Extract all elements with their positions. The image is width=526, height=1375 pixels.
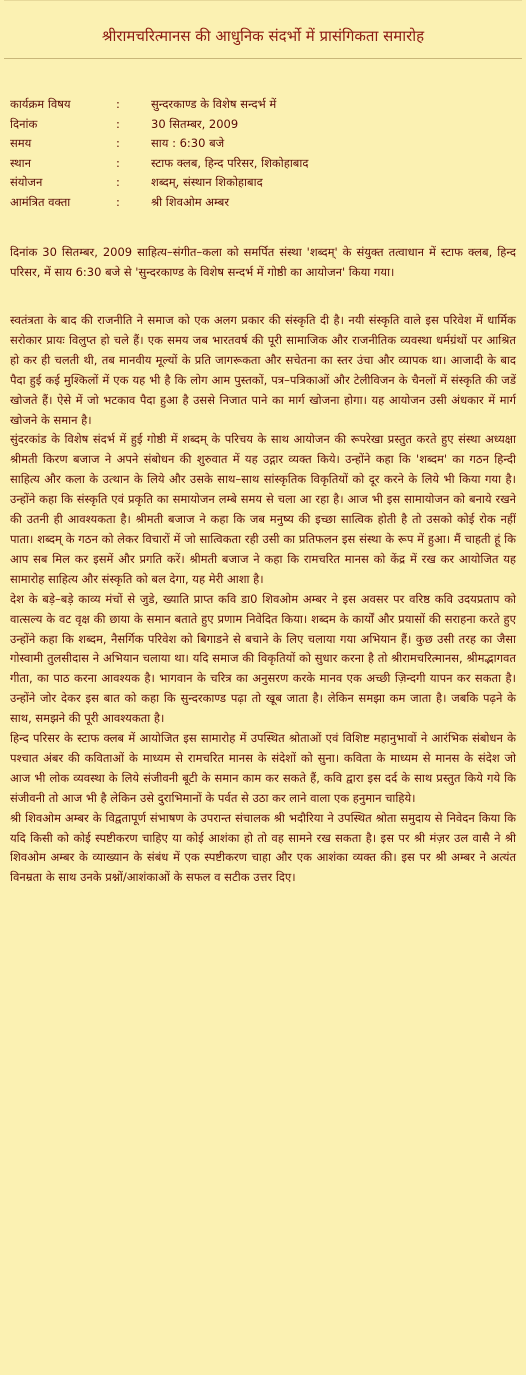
- body-paragraph: सुंदरकांड के विशेष संदर्भ में हुई गोष्ठी में शब्दम् के परिचय के साथ आयोजन की रूपरेखा प्रस्तुत करते हुए संस्था अध्यक्षा श्रीमती किरण बजाज ने अपने संबोधन की शुरुवात में यह उद्गार व्यक्त किये। उन्होंने कहा कि 'शब्दम' का गठन हिन्दी साहित्य और कला के उत्थान के लिये और उसके साथ–साथ सांस्कृतिक विकृतियों को दूर करने के लिये भी किया गया है। उन्होंने कहा कि संस्कृति एवं प्रकृति का समायोजन लम्बे समय से चला आ रहा है। आज भी इस सामायोजन को बनाये रखने की उतनी ही आवश्यकता है। श्रीमती बजाज ने कहा कि जब मनुष्य की इच्छा सात्विक होती है तो उसको कोई रोक नहीं पाता। शब्दम् के गठन को लेकर विचारों में जो सात्विकता रही उसी का प्रतिफलन इस संस्था के रूप में हुआ। मैं चाहती हूं कि आप सब मिल कर इसमें और प्रगति करें। श्रीमती बजाज ने कहा कि रामचरित मानस को केंद्र में रख कर आयोजित यह सामारोह साहित्य और संस्कृति को बल देगा, यह मेरी आशा है।: [10, 432, 516, 586]
- body-paragraph: देश के बड़े–बड़े काव्य मंचों से जुडे, ख्याति प्राप्त कवि डा0 शिवओम अम्बर ने इस अवसर पर वरिष्ठ कवि उदयप्रताप को वात्सल्य के वट वृक्ष की छाया के समान बताते हुए प्रणाम निवेदित किया। शब्दम के कार्यों और प्रयासों की सराहना करते हुए उन्होंने कहा कि शब्दम, नैसर्गिक परिवेश को बिगाडने से बचाने के लिए चलाया गया अभियान हैं। कुछ उसी तरह का जैसा गोस्वामी तुलसीदास ने अभियान चलाया था। यदि समाज की विकृतियों को सुधार करना है तो श्रीरामचरित्मानस, श्रीमद्भागवत गीता, का पाठ करना आवश्यक है। भागवान के चरित्र का अनुसरण करके मानव एक अच्छी ज़िन्दगी यापन कर सकता है। उन्होंने जोर देकर इस बात को कहा कि सुन्दरकाण्ड पढ़ा तो खूब जाता है। लेकिन समझा कम जाता है। जबकि पढ़ने के साथ, समझने की पूरी आवश्यकता है।: [10, 591, 516, 726]
- detail-value: स्टाफ क्लब, हिन्द परिसर, शिकोहाबाद: [151, 155, 309, 170]
- detail-separator: :: [116, 116, 120, 131]
- detail-value: शब्दम्, संस्थान शिकोहाबाद: [151, 175, 263, 189]
- detail-value: श्री शिवओम अम्बर: [151, 194, 230, 209]
- page-title: श्रीरामचरित्मानस की आधुनिक संदर्भो में प्रासंगिकता समारोह: [101, 27, 425, 45]
- article-body: [10, 311, 516, 888]
- detail-separator: :: [116, 155, 120, 170]
- intro-paragraph: दिनांक 30 सितम्बर, 2009 साहित्य–संगीत–कला को समर्पित संस्था 'शब्दम्' के संयुक्त तत्वाधान में स्टाफ क्लब, हिन्द परिसर, में साय 6:30 बजे से 'सुन्दरकाण्ड के विशेष सन्दर्भ में गोष्ठी का आयोजन' किया गया।: [10, 245, 516, 279]
- detail-row-organizer: [10, 173, 516, 193]
- detail-separator: :: [116, 194, 120, 209]
- title-block: [4, 0, 522, 59]
- body-paragraph: श्री शिवओम अम्बर के विद्वतापूर्ण संभाषण के उपरान्त संचालक श्री भदौरिया ने उपस्थित श्रोता समुदाय से निवेदन किया कि यदि किसी को कोई स्पष्टीकरण चाहिए या कोई आशंका हो तो वह सामने रख सकता है। इस पर श्री मंज़र उल वासै ने श्री शिवओम अम्बर के व्याख्यान के संबंध में एक स्पष्टीकरण चाहा और एक आशंका व्यक्त की। इस पर श्री अम्बर ने अत्यंत विनम्रता के साथ उनके प्रश्नों/आशंकाओं के सफल व सटीक उत्तर दिए।: [10, 810, 516, 885]
- detail-row-venue: [10, 154, 516, 174]
- detail-label: स्थान: [10, 155, 31, 170]
- detail-separator: :: [116, 175, 120, 189]
- detail-row-time: [10, 134, 516, 154]
- detail-label: दिनांक: [10, 116, 38, 131]
- detail-value: सुन्दरकाण्ड के विशेष सन्दर्भ में: [151, 97, 277, 111]
- detail-separator: :: [116, 136, 120, 150]
- body-paragraph: स्वतंत्रता के बाद की राजनीति ने समाज को एक अलग प्रकार की संस्कृति दी है। नयी संस्कृति वाले इस परिवेश में धार्मिक सरोकार प्रायः विलुप्त हो चले हैं। एक समय जब भारतवर्ष की पूरी सामाजिक और राजनीतिक व्यवस्था धर्मग्रंथों पर आश्रित हो कर ही चलती थी, तब मानवीय मूल्यों के प्रति जागरूकता और सचेतना का स्तर उंचा और व्यापक था। आजादी के बाद पैदा हुई कई मुश्किलों में एक यह भी है कि लोग आम पुस्तकों, पत्र–पत्रिकाओं और टेलीविजन के चैनलों में संस्कृति की जडें खोजते हैं। ऐसे में जो भटकाव पैदा हुआ है उससे निजात पाने का मार्ग खोजना होगा। यह आयोजन उसी अंधकार में मार्ग खोजने के समान है।: [10, 313, 516, 427]
- detail-value: साय : 6:30 बजे: [151, 136, 225, 150]
- detail-row-date: [10, 115, 516, 135]
- body-paragraph: हिन्द परिसर के स्टाफ क्लब में आयोजित इस सामारोह में उपस्थित श्रोताओं एवं विशिष्ट महानुभावों ने आरंभिक संबोधन के पश्चात अंबर की कविताओं के माध्यम से रामचरित मानस के संदेशों को सुना। कविता के माध्यम से मानस के संदेश जो आज भी लोक व्यवस्था के लिये संजीवनी बूटी के समान काम कर सकते हैं, कवि द्वारा इस दर्द के साथ प्रस्तुत किये गये कि संजीवनी तो आज भी है लेकिन उसे दुराभिमानों के पर्वत से उठा कर लाने वाला एक हनुमान चाहिये।: [10, 731, 516, 805]
- event-details: [10, 95, 516, 212]
- detail-label: संयोजन: [10, 175, 43, 189]
- detail-row-subject: [10, 95, 516, 115]
- detail-label: समय: [10, 136, 32, 150]
- detail-label: कार्यक्रम विषय: [10, 97, 71, 111]
- detail-separator: :: [116, 97, 120, 111]
- detail-row-speaker: [10, 193, 516, 213]
- detail-value: 30 सितम्बर, 2009: [151, 116, 239, 131]
- detail-label: आमंत्रित वक्ता: [10, 194, 71, 209]
